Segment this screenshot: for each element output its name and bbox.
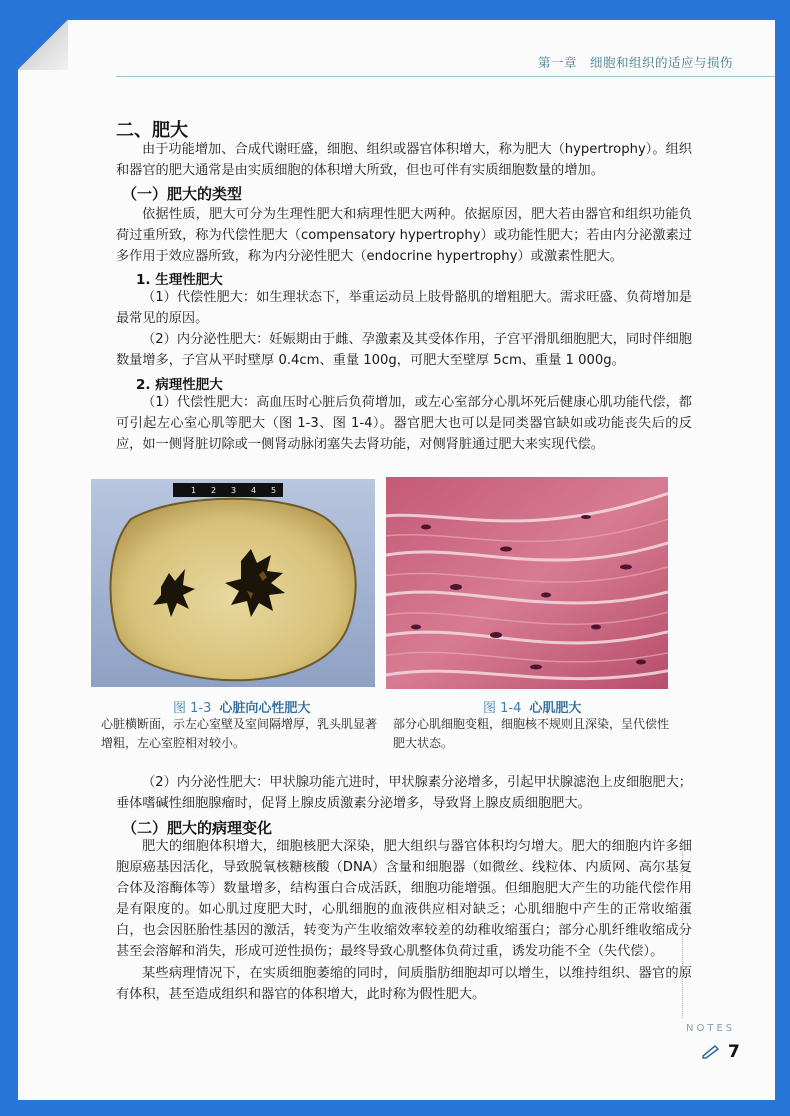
figure-1-4-description: 部分心肌细胞变粗，细胞核不规则且深染，呈代偿性肥大状态。 [393,717,670,750]
figure-1-3-title: 心脏向心性肥大 [219,701,311,716]
figure-1-3-caption [173,697,310,716]
book-page [18,20,775,1100]
changes-paragraph-1: 肥大的细胞体积增大，细胞核肥大深染，肥大组织与器官体积均匀增大。肥大的细胞内许多细胞原癌基因活化，导致脱氧核糖核酸（DNA）含量和细胞器（如微丝、线粒体、内质网、高尔基复合体及溶酶体等）数量增多，结构蛋白合成活跃，细胞功能增强。但细胞肥大产生的功能代偿作用是有限度的。如心肌过度肥大时，心肌细胞的血液供应相对缺乏；心肌细胞中产生的正常收缩蛋白，也会因胚胎性基因的激活，转变为产生收缩效率较差的幼稚收缩蛋白；部分心肌纤维收缩成分甚至会溶解和消失，形成可逆性损伤；最终导致心肌整体负荷过重，诱发功能不全（失代偿）。 [116,839,692,959]
myocardium-histology-image [386,477,668,689]
physiological-para-2: （2）内分泌性肥大：妊娠期由于雌、孕激素及其受体作用，子宫平滑肌细胞肥大，同时伴细胞数量增多，子宫从平时壁厚 0.4cm、重量 100g，可肥大至壁厚 5cm、重量 1 000g。 [116,332,692,368]
figure-myocardium-histology [386,477,668,689]
heart-cross-section-image [91,479,375,687]
pathological-para-1: （1）代偿性肥大：高血压时心脏后负荷增加，或左心室部分心肌坏死后健康心肌功能代偿，都可引起左心室心肌等肥大（图 1-3、图 1-4）。器官肥大也可以是同类器官缺如或功能丧失后的反应，如一侧肾脏切除或一侧肾动脉闭塞失去肾功能，对侧肾脏通过肥大来实现代偿。 [116,395,692,452]
intro-paragraph: 由于功能增加、合成代谢旺盛，细胞、组织或器官体积增大，称为肥大（hypertrophy）。组织和器官的肥大通常是由实质细胞的体积增大所致，但也可伴有实质细胞数量的增加。 [116,142,692,178]
pathological-para-2: （2）内分泌性肥大：甲状腺功能亢进时，甲状腺素分泌增多，引起甲状腺滤泡上皮细胞肥大；垂体嗜碱性细胞腺瘤时，促肾上腺皮质激素分泌增多，导致肾上腺皮质细胞肥大。 [116,775,692,811]
ruler-mark: 4 [251,486,257,495]
figure-1-4-number: 图 1-4 [483,701,522,716]
pencil-icon [701,1043,721,1059]
ruler-mark: 5 [271,486,277,495]
running-head: 第一章 细胞和组织的适应与损伤 [537,55,733,70]
ruler-mark: 1 [191,486,197,495]
ruler-mark: 2 [211,486,217,495]
physiological-para-1: （1）代偿性肥大：如生理状态下，举重运动员上肢骨骼肌的增粗肥大。需求旺盛、负荷增加是最常见的原因。 [116,290,692,326]
figure-1-3-number: 图 1-3 [173,701,212,716]
ruler-mark: 3 [231,486,237,495]
heading-pathological: 2. 病理性肥大 [136,377,223,393]
figure-1-4-title: 心肌肥大 [529,701,582,716]
subsection-title-types: （一）肥大的类型 [122,185,243,203]
subsection-title-changes: （二）肥大的病理变化 [122,819,273,837]
figure-1-3-description: 心脏横断面，示左心室壁及室间隔增厚，乳头肌显著增粗，左心室腔相对较小。 [101,717,378,750]
figure-heart-cross-section [91,479,375,687]
heading-physiological: 1. 生理性肥大 [136,272,223,288]
figure-1-4-caption [483,697,581,716]
header-rule [116,76,775,77]
notes-margin-rule [682,838,683,1018]
page-corner-fold-shade [18,20,68,70]
notes-label: NOTES [686,1023,736,1034]
types-paragraph: 依据性质，肥大可分为生理性肥大和病理性肥大两种。依据原因，肥大若由器官和组织功能负荷过重所致，称为代偿性肥大（compensatory hypertrophy）或功能性肥大；若由内分泌激素过多作用于效应器所致，称为内分泌性肥大（endocrine hypertrophy）或激素性肥大。 [116,207,692,264]
section-title: 二、肥大 [116,120,188,141]
page-number: 7 [728,1042,740,1062]
changes-paragraph-2: 某些病理情况下，在实质细胞萎缩的同时，间质脂肪细胞却可以增生，以维持组织、器官的原有体积，甚至造成组织和器官的体积增大，此时称为假性肥大。 [116,966,692,1002]
